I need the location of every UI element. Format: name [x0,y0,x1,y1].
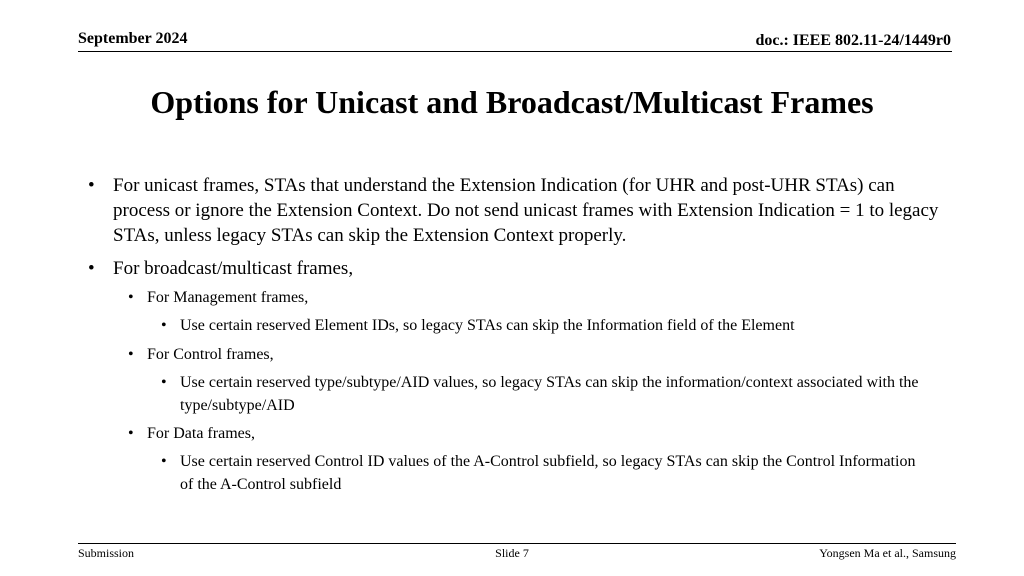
bullet-item [88,256,943,281]
bullet-text: Use certain reserved Element IDs, so legacy STAs can skip the Information field of the Element [180,317,795,334]
bullet-marker: • [88,258,95,279]
footer-submission: Submission [78,546,135,560]
slide-title: Options for Unicast and Broadcast/Multicast Frames [150,84,874,120]
header-doc-id: doc.: IEEE 802.11-24/1449r0 [755,32,951,49]
bullet-item [161,450,925,496]
bullet-text: For Management frames, [147,289,309,306]
bullet-marker: • [128,289,134,306]
bullet-text: For broadcast/multicast frames, [113,258,354,279]
bullet-marker: • [88,175,95,196]
footer-authors: Yongsen Ma et al., Samsung [819,546,956,560]
bullet-text: For unicast frames, STAs that understand the Extension Indication (for UHR and post-UHR STAs) can process or ignore the Extension Context. Do not send unicast frames with Extension Indication = 1 to legacy STAs, unless legacy STAs can skip the Extension Context properly. [113,175,939,246]
bullet-item [161,314,940,337]
bullet-item [128,343,937,366]
bullet-marker: • [128,346,134,363]
bullet-marker: • [161,374,167,391]
header-date: September 2024 [78,30,188,47]
bullet-item [128,422,937,445]
bullet-text: For Control frames, [147,346,274,363]
bullet-item [88,173,943,248]
bullet-marker: • [128,425,134,442]
bullet-text: Use certain reserved Control ID values of the A-Control subfield, so legacy STAs can skip the Control Information of the A-Control subfield [180,453,916,493]
footer-slide-number: Slide 7 [495,546,529,560]
footer-divider [78,543,956,544]
bullet-item [128,286,937,309]
bullet-marker: • [161,453,167,470]
bullet-text: Use certain reserved type/subtype/AID values, so legacy STAs can skip the information/context associated with the type/subtype/AID [180,374,919,414]
bullet-marker: • [161,317,167,334]
bullet-item [161,371,925,417]
bullet-text: For Data frames, [147,425,255,442]
